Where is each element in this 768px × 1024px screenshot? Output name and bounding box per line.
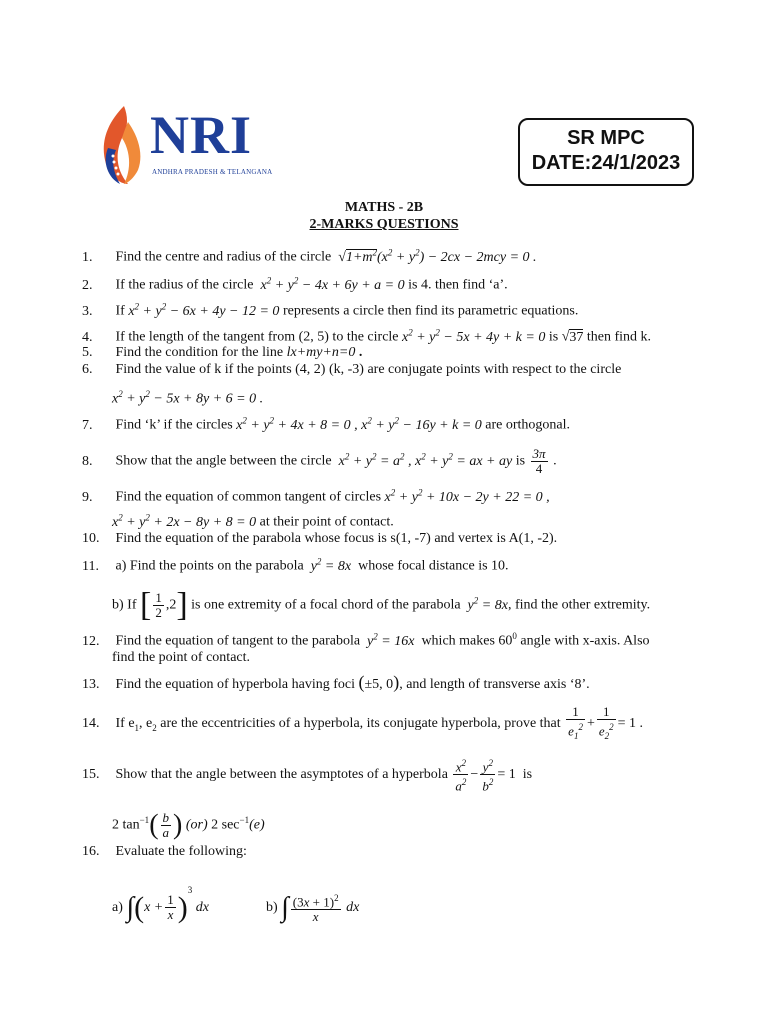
fraction: $\frac{3\pi}{4}$ [532,445,546,476]
question-number: 7. [82,417,93,433]
equation: $x^2 + y^2 - 6x + 4y - 12 = 0$ [128,301,280,319]
date-label: DATE:24/1/2023 [531,152,681,174]
question-6 [82,361,621,379]
question-text: If [115,303,125,319]
fraction: $\frac{(3x + 1)^2}{x}$ [292,893,339,925]
part-label: a) [112,900,123,915]
question-text: Evaluate the following: [115,844,247,859]
logo-subtitle: ANDHRA PRADESH & TELANGANA [152,168,273,176]
fraction: $\frac{1}{e_2^2}$ [598,704,614,741]
question-text: b) If [112,597,137,613]
equation: $x^2 + y^2 - 4x + 6y + a = 0$ [257,275,405,293]
question-number: 5. [82,345,93,360]
subject-title: MATHS - 2B [344,200,424,215]
fraction: $\frac{1}{x}$ [167,892,174,923]
integral-sign: ∫ [126,891,135,923]
question-16 [82,843,247,861]
question-text: Find the equation of common tangent of circles [115,489,382,505]
bracket: [ [140,586,152,624]
question-text-end: at their point of contact. [259,514,394,530]
question-2 [82,271,508,295]
fraction: $\frac{b}{a}$ [162,809,170,840]
class-label: SR MPC [567,127,645,149]
question-12-line2: find the point of contact. [112,650,251,665]
question-text-mid: is one extremity of a focal chord of the parabola [191,597,461,613]
question-text: Find the equation of hyperbola having foci [115,677,355,692]
question-text: Show that the angle between the asymptotes of a hyperbola [115,767,448,783]
question-8: 8. Show that the angle between the circle $x^2 + y^2 = a^2$ , $x^2 + y^2$ = ax + ay is $\frac{3\pi}{4}$ . [82,445,557,476]
equation: $√1+m^2(x^2 + y^2) - 2cx - 2mcy = 0$ . [338,247,537,265]
question-text: Find the condition for the line [115,345,284,360]
question-11b: b) If [ $\frac{1}{2}$ ,2] is one extremity of a focal chord of the parabola $y^2 = 8x$, find the other extremity. [112,586,651,624]
question-text-end: represents a circle then find its parametric equations. [282,303,579,319]
section-title: 2-MARKS QUESTIONS [309,217,459,232]
equation: $y^2 = 8x$ [464,595,508,613]
question-number: 6. [82,362,93,377]
question-10 [82,530,557,548]
question-text-end: are orthogonal. [485,417,571,433]
equation: $x^2 + y^2 - 5x + 4y + k = 0$ [402,327,546,345]
question-15: 15. Show that the angle between the asymptotes of a hyperbola $\frac{x^2}{a^2}$ − $\frac{y^2}{b^2}$ = 1 is [82,758,533,794]
question-number: 13. [82,677,100,692]
question-text: Find the equation of the parabola whose focus is s(1, -7) and vertex is A(1, -2). [115,531,558,546]
question-14: 14. If $e_1$, $e_2$ are the eccentricities of a hyperbola, its conjugate hyperbola, prove that $\frac{1}{e_1^2}$ + $\frac{1}{e_2^2}$ = 1 . [82,704,644,741]
question-text: If the radius of the circle [115,277,254,293]
question-text-mid: is [548,329,559,345]
question-16-integrals: a) ∫(x + $\frac{1}{x}$ )$^3$ dx b) ∫ $\frac{(3x + 1)^2}{x}$ dx [112,885,360,925]
fraction: $\frac{x^2}{a^2}$ [455,758,467,794]
equation: $x^2 + y^2 + 4x + 8 = 0$ , $x^2 + y^2 - 16y + k = 0$ [236,415,482,433]
fraction: $\frac{1}{e_1^2}$ [568,704,583,741]
question-number: 1. [82,249,93,265]
question-text-end: , find the other extremity. [507,597,651,613]
question-number: 3. [82,303,93,319]
question-text-end: is 4. then find ‘a’. [408,277,508,293]
equation: $x^2 + y^2 + 2x - 8y + 8 = 0$ [112,512,257,530]
question-number: 4. [82,329,93,345]
question-number: 11. [82,558,99,574]
flame-logo-icon [98,104,148,186]
question-text-end: then find k. [586,329,652,345]
question-number: 15. [82,767,100,783]
question-number: 12. [82,633,100,649]
class-date-box [518,118,694,186]
question-7 [82,411,570,435]
question-number: 9. [82,489,93,505]
logo-wordmark: NRI [150,105,253,165]
question-text-end: angle with x-axis. Also [520,633,650,649]
integral-sign: ∫ [281,891,289,923]
question-number: 8. [82,453,93,469]
question-9-line2 [112,508,394,532]
question-text: Find the centre and radius of the circle [115,249,332,265]
fraction: $\frac{1}{2}$ [155,589,162,620]
question-text: Show that the angle between the circle [115,453,332,469]
nri-logo [98,104,288,186]
question-text: If the length of the tangent from (2, 5) to the circle [115,329,399,345]
question-11 [82,552,509,576]
question-text: a) Find the points on the parabola [115,558,304,574]
bracket: ] [176,586,188,624]
question-5: 5. Find the condition for the line lx+my+n=0 . [82,345,363,360]
equation: √37 [561,329,584,345]
fraction: $\frac{y^2}{b^2}$ [482,758,494,794]
question-number: 2. [82,277,93,293]
equation: $x^2 + y^2 + 10x - 2y + 22 = 0$ , [384,487,550,505]
question-13 [82,673,590,694]
question-text: If e [115,716,135,732]
equation: lx+my+n=0 [286,345,356,360]
question-text: Find the value of k if the points (4, 2) (k, -3) are conjugate points with respect to the circle [115,362,622,377]
question-1 [82,243,537,267]
question-number: 10. [82,531,100,546]
question-text: Find the equation of tangent to the parabola [115,633,361,649]
equation: $x^2 + y^2 = a^2$ , $x^2 + y^2$ = ax + ay [335,451,513,469]
part-label: b) [265,900,278,915]
question-number: 14. [82,716,100,732]
question-text-end: , and length of transverse axis ‘8’. [399,677,590,692]
question-9 [82,483,550,507]
question-text-end: whose focal distance is 10. [358,558,509,574]
equation: $y^2 = 8x$ [307,556,355,574]
question-15-formula: 2 $\tan^{-1}$( $\frac{b}{a}$ ) (or) 2 $\sec^{-1}(e)$ [112,809,265,841]
question-number: 16. [82,844,100,859]
question-text: Find ‘k’ if the circles [115,417,233,433]
equation: (±5, 0) [358,672,400,692]
question-12: 12. Find the equation of tangent to the parabola $y^2 = 16x$ which makes $60^0$ angle with x-axis. Also [82,631,650,649]
question-text-mid: is [515,453,526,469]
equation: $x^2 + y^2 - 5x + 8y + 6 = 0$ . [112,389,264,407]
question-text-mid: are the eccentricities of a hyperbola, its conjugate hyperbola, prove that [160,716,561,732]
question-text-end: which makes 60 [421,633,513,649]
question-text-end: is [522,767,533,783]
question-3 [82,297,578,321]
equation: $y^2 = 16x$ [363,631,418,649]
